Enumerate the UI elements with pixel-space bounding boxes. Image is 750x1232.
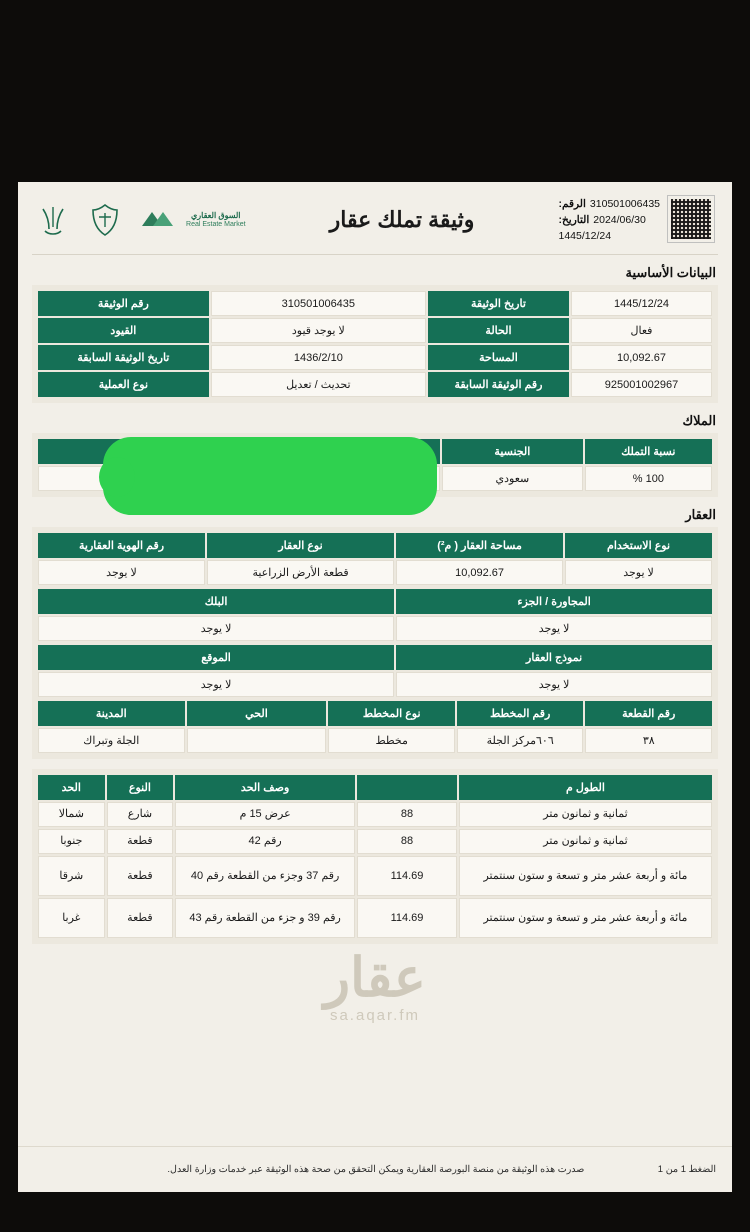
chevron-logo-icon [136,198,178,242]
cell-label: الحالة [428,318,569,343]
border-side: جنوبا [38,829,105,854]
cell-value: 1445/12/24 [571,291,712,316]
table-row [38,318,712,343]
cell-label: تاريخ الوثيقة السابقة [38,345,209,370]
property-table-4 [36,699,714,755]
border-side: شمالا [38,802,105,827]
header-divider [32,254,718,255]
value-district [187,728,327,753]
border-type: قطعة [107,856,174,896]
cell-value: فعال [571,318,712,343]
column-header-description: وصف الحد [175,775,355,800]
meta-row [559,212,661,228]
document-footer [18,1146,732,1192]
meta-value: 2024/06/30 [593,213,646,226]
cell-label: رقم الوثيقة [38,291,209,316]
column-header-district: الحي [187,701,327,726]
cell-value: 10,092.67 [571,345,712,370]
meta-label: الرقم: [558,197,586,210]
owner-share: 100 % [585,466,712,491]
document-meta [559,196,661,245]
ministry-of-justice-icon [84,198,126,242]
column-header-side: الحد [38,775,105,800]
table-header-row [38,589,712,614]
meta-value: 310501006435 [589,197,660,210]
property-frame [32,527,718,759]
section-borders [32,769,718,944]
meta-row [559,228,661,244]
border-description: رقم 37 وجزء من القطعة رقم 40 [175,856,355,896]
table-header-row [38,701,712,726]
value-block: لا يوجد [38,616,394,641]
section-title-basic: البيانات الأساسية [625,265,716,280]
border-length-num: 114.69 [357,898,457,938]
border-description: عرض 15 م [175,802,355,827]
value-location: لا يوجد [38,672,394,697]
cell-value: لا يوجد قيود [211,318,426,343]
column-header-type: النوع [107,775,174,800]
owners-frame [32,433,718,497]
watermark-domain: sa.aqar.fm [329,1007,421,1024]
table-row [38,616,712,641]
border-type: قطعة [107,829,174,854]
column-header-share: نسبة التملك [585,439,712,464]
cell-value: 925001002967 [571,372,712,397]
document-page [18,182,732,1192]
footer-page-number: الضغط 1 من 1 [657,1164,716,1175]
column-header-property-type: نوع العقار [207,533,394,558]
border-type: شارع [107,802,174,827]
column-header-parcel-number: رقم القطعة [585,701,712,726]
saudi-emblem-icon [32,198,74,242]
table-row [38,829,712,854]
cell-label: المساحة [428,345,569,370]
cell-label: نوع العملية [38,372,209,397]
table-row [38,345,712,370]
borders-frame [32,769,718,944]
property-table-1 [36,531,714,587]
border-length-text: مائة و أربعة عشر متر و تسعة و ستون سنتمتر [459,856,712,896]
table-header-row [38,645,712,670]
border-description: رقم 42 [175,829,355,854]
footer-note: صدرت هذه الوثيقة من منصة البورصة العقارية ويمكن التحقق من صحة هذه الوثيقة عبر خدمات وزارة العدل. [167,1164,585,1175]
value-property-type: قطعة الأرض الزراعية [207,560,394,585]
border-length-text: ثمانية و ثمانون متر [459,802,712,827]
document-identifiers [559,196,715,245]
border-length-text: مائة و أربعة عشر متر و تسعة و ستون سنتمتر [459,898,712,938]
border-length-num: 88 [357,829,457,854]
value-usage-type: لا يوجد [565,560,712,585]
cell-label: القيود [38,318,209,343]
column-header-usage-type: نوع الاستخدام [565,533,712,558]
borders-table [36,773,714,940]
section-property [32,507,718,759]
column-header-plan-number: رقم المخطط [457,701,584,726]
border-description: رقم 39 و جزء من القطعة رقم 43 [175,898,355,938]
value-plan-number: ٦٠٦مركز الجلة [457,728,584,753]
brand-label-en: Real Estate Market [186,220,246,228]
table-row [38,372,712,397]
redaction-highlight [105,439,435,513]
table-row [38,728,712,753]
value-city: الجلة وتبراك [38,728,185,753]
column-header-nationality: الجنسية [442,439,583,464]
section-owners [32,413,718,497]
owner-nationality: سعودي [442,466,583,491]
border-length-text: ثمانية و ثمانون متر [459,829,712,854]
meta-label: التاريخ: [558,213,590,226]
property-table-2 [36,587,714,643]
table-row [38,898,712,938]
table-header-row [38,775,712,800]
section-title-property: العقار [685,507,716,522]
branding [32,198,246,242]
column-header-location: الموقع [38,645,394,670]
value-parcel-number: ٣٨ [585,728,712,753]
property-table-3 [36,643,714,699]
basic-data-frame [32,285,718,403]
column-header-length: الطول م [459,775,712,800]
cell-value: 1436/2/10 [211,345,426,370]
cell-label: تاريخ الوثيقة [428,291,569,316]
value-real-estate-id: لا يوجد [38,560,205,585]
border-length-num: 114.69 [357,856,457,896]
table-row [38,802,712,827]
document-header [18,182,732,254]
table-row [38,672,712,697]
basic-data-table [36,289,714,399]
border-type: قطعة [107,898,174,938]
column-header-real-estate-id: رقم الهوية العقارية [38,533,205,558]
column-header-property-model: نموذج العقار [396,645,712,670]
table-row [38,856,712,896]
column-header-neighbour-part: المجاورة / الجزء [396,589,712,614]
watermark [18,948,732,1024]
real-estate-market-logo [136,198,246,242]
page-title: وثيقة تملك عقار [329,207,475,232]
value-area: 10,092.67 [396,560,563,585]
border-side: غربا [38,898,105,938]
border-side: شرقا [38,856,105,896]
cell-value: 310501006435 [211,291,426,316]
value-plan-type: مخطط [328,728,455,753]
column-header-city: المدينة [38,701,185,726]
column-header-area: مساحة العقار ( م²) [396,533,563,558]
qr-code-icon [668,196,714,242]
column-header-block: البلك [38,589,394,614]
value-neighbour-part: لا يوجد [396,616,712,641]
border-length-num: 88 [357,802,457,827]
column-header-plan-type: نوع المخطط [328,701,455,726]
watermark-text: عقار [323,948,427,1008]
meta-value: 1445/12/24 [558,230,612,243]
meta-row [559,196,661,212]
column-header-length-num [357,775,457,800]
section-title-owners: الملاك [682,413,716,428]
brand-label-ar: السوق العقاري [191,210,241,220]
value-property-model: لا يوجد [396,672,712,697]
section-basic-data [32,265,718,403]
table-header-row [38,533,712,558]
table-row [38,291,712,316]
cell-value: تحديث / تعديل [211,372,426,397]
brand-label [186,211,246,230]
cell-label: رقم الوثيقة السابقة [428,372,569,397]
table-row [38,560,712,585]
